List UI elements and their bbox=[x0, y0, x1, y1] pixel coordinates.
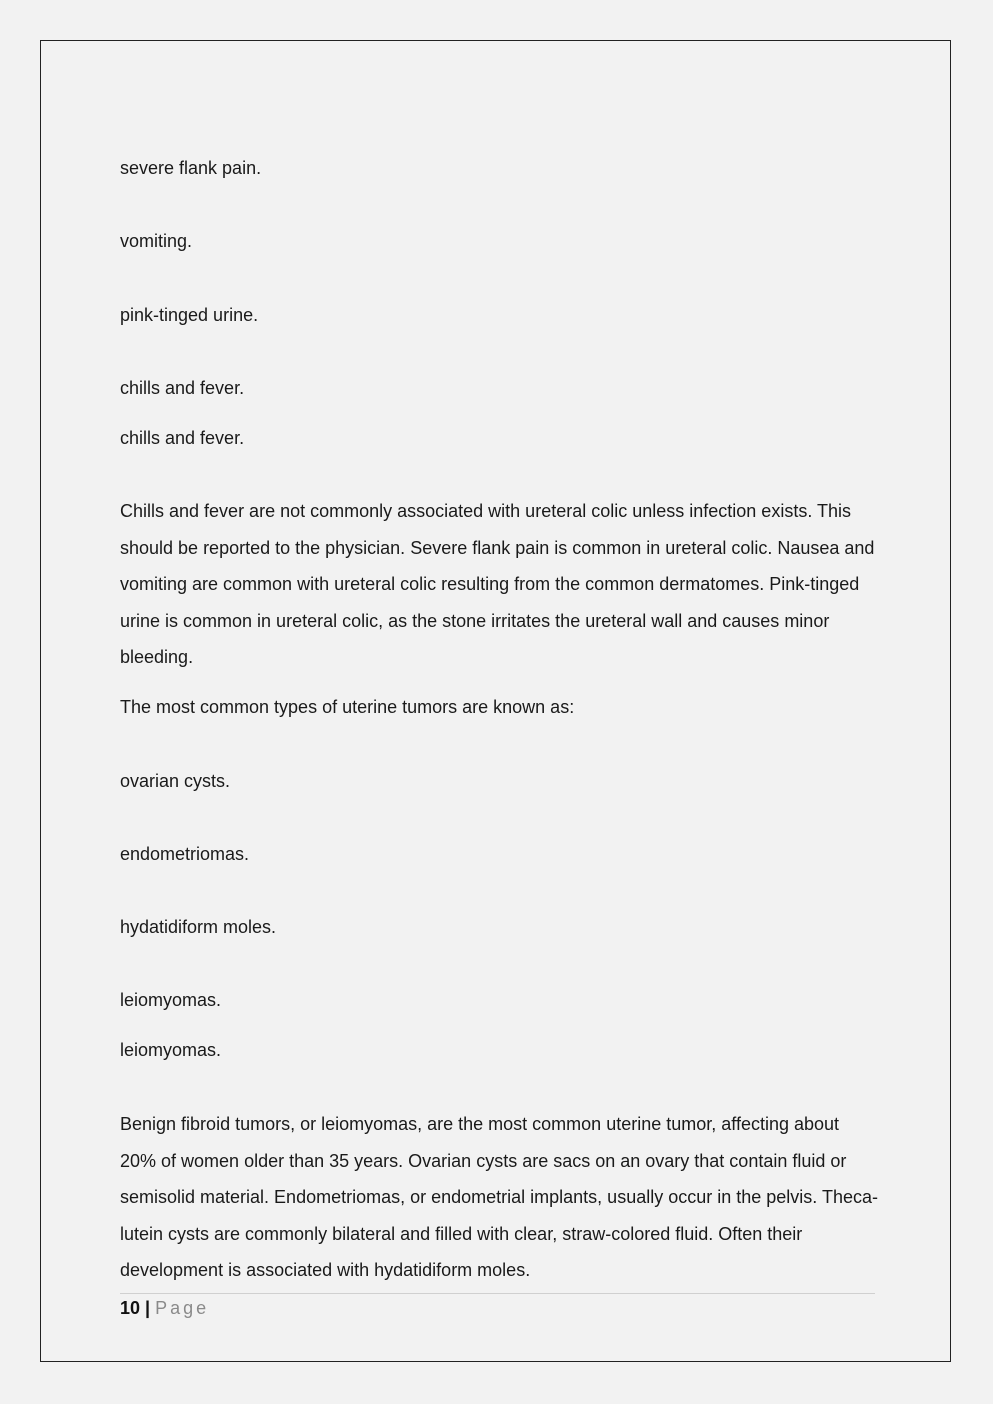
q2-answer: leiomyomas. bbox=[120, 1040, 222, 1060]
q1-option-a: severe flank pain. bbox=[120, 158, 262, 178]
footer-separator: | bbox=[145, 1298, 151, 1318]
q2-option-d: leiomyomas. bbox=[120, 990, 222, 1010]
page-number: 10 bbox=[120, 1298, 141, 1318]
q2-explanation: Benign fibroid tumors, or leiomyomas, are the most common uterine tumor, affecting about 20% of women older than 35 years. Ovarian cysts are sacs on an ovary that contain fluid or semisolid material. Endometriomas, or endometrial implants, usually occur in the pelvis. Theca-lutein cysts are commonly bilateral and filled with clear, straw-colored fluid. Often their development is associated with hydatidiform moles. bbox=[120, 1114, 878, 1281]
footer-rule bbox=[120, 1293, 875, 1294]
q1-answer: chills and fever. bbox=[120, 428, 245, 448]
q1-option-d: chills and fever. bbox=[120, 378, 245, 398]
q2-option-b: endometriomas. bbox=[120, 844, 250, 864]
q2-stem: The most common types of uterine tumors are known as: bbox=[120, 697, 575, 717]
q2-option-a: ovarian cysts. bbox=[120, 771, 231, 791]
page-footer bbox=[120, 1297, 209, 1319]
q1-option-b: vomiting. bbox=[120, 231, 193, 251]
page-label: Page bbox=[155, 1298, 210, 1318]
q2-option-c: hydatidiform moles. bbox=[120, 917, 277, 937]
q1-explanation: Chills and fever are not commonly associated with ureteral colic unless infection exists. This should be reported to the physician. Severe flank pain is common in ureteral colic. Nausea and vomiting are common with ureteral colic resulting from the common dermatomes. Pink-tinged urine is common in ureteral colic, as the stone irritates the ureteral wall and causes minor bleeding. bbox=[120, 501, 875, 668]
q1-option-c: pink-tinged urine. bbox=[120, 305, 259, 325]
